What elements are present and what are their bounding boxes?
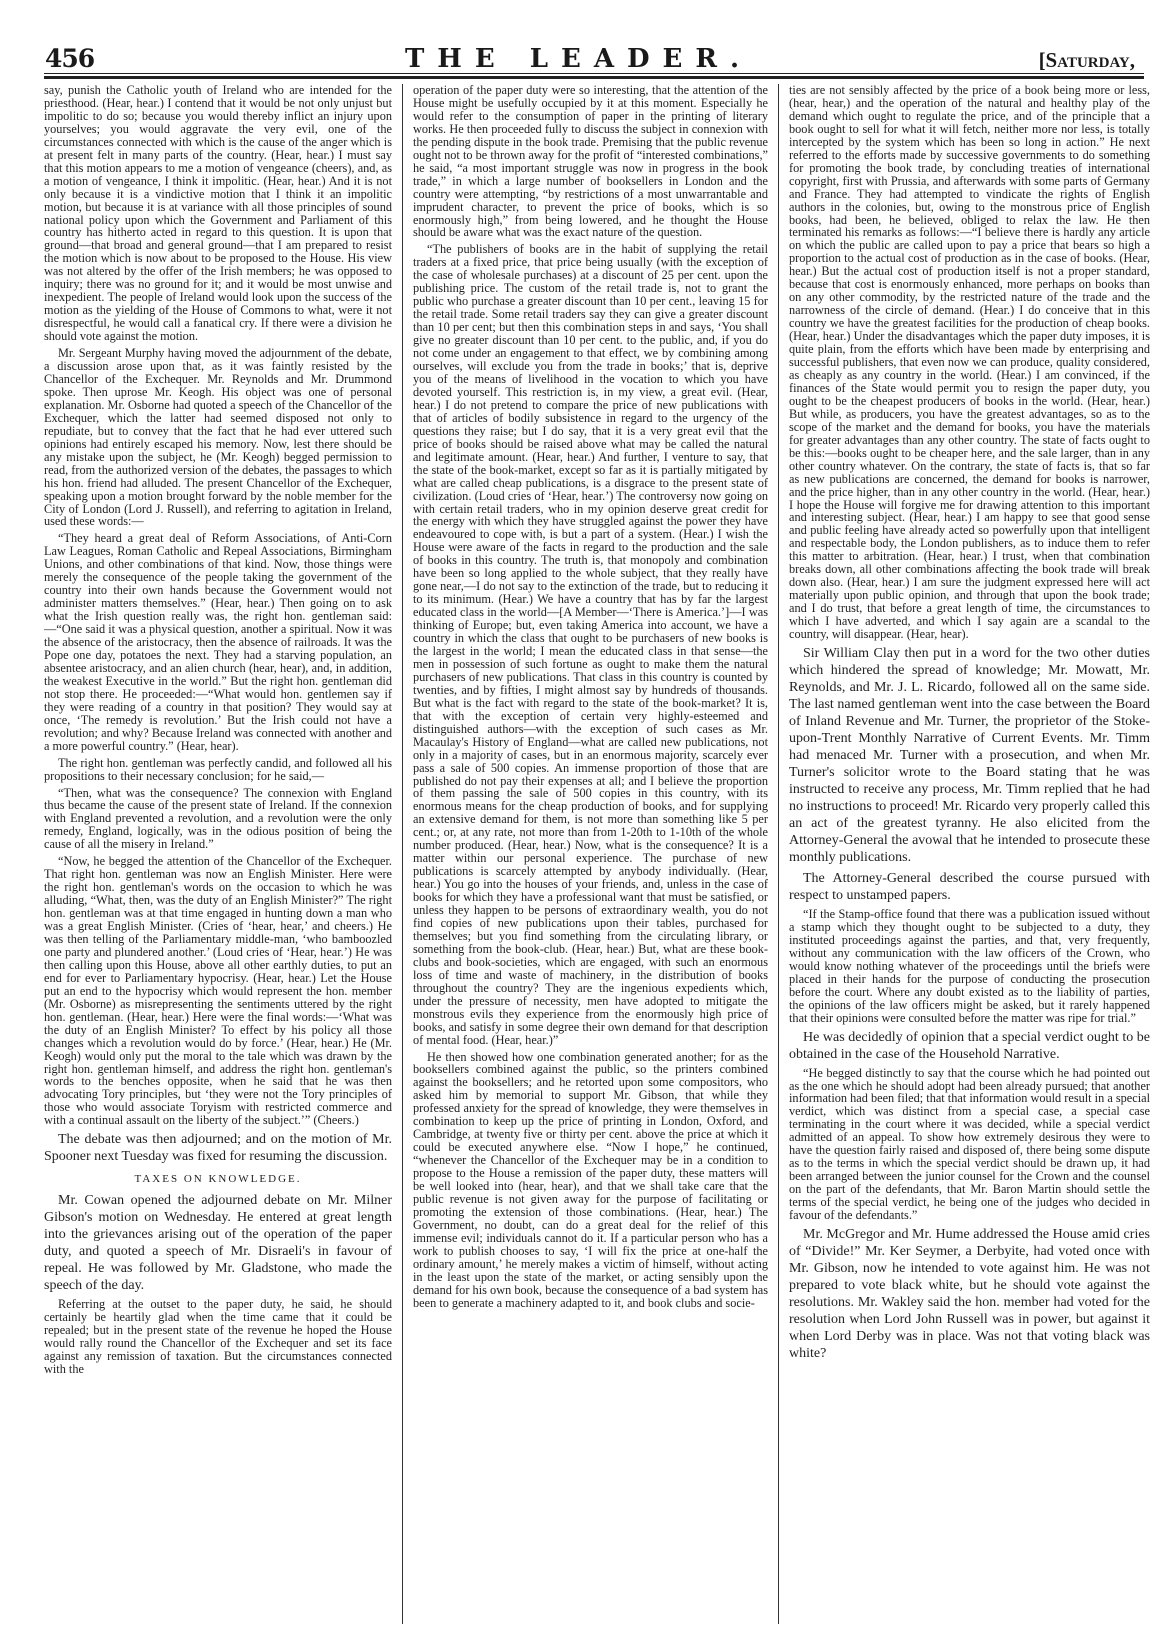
header-rule-thin: [44, 73, 1144, 74]
column-3: [778, 84, 1150, 1624]
paragraph: “The publishers of books are in the habit of supplying the retail traders at a fixed price, that price being usually (with the exception of the case of wholesale purchases) at a discount of 25 per cent. upon the publishing price. The custom of the retail trade is, not to grant the public who purchase a greater discount than 10 per cent., leaving 15 for the retail trade. Some retail traders say they can give a greater discount than 10 per cent; but then this combination steps in and says, ‘You shall give no greater discount than 10 per cent. to the public, and, if you do not come under an engagement to that effect, we by combining among ourselves, will exclude you from the trade in books;’ that is, deprive you of the means of livelihood in the vocation to which you have devoted yourself. This restriction is, in my view, a great evil. (Hear, hear.) I do not pretend to compare the price of new publications with that of articles of bodily subsistence in regard to the urgency of the questions they raise; but I do say, that it is a very great evil that the price of books should be raised above what may be called the natural and legitimate amount. (Hear, hear.) And further, I venture to say, that the state of the book-market, except so far as it is partially mitigated by what are called cheap publications, is a disgrace to the present state of civilization. (Loud cries of ‘Hear, hear.’) The controversy now going on with certain retail traders, who in my opinion deserve great credit for the energy with which they have struggled against the power they have endeavoured to cope with, is but a part of a system. (Hear.) I wish the House were aware of the facts in regard to the production and the sale of books in this country. The truth is, that monopoly and combination have been so long applied to the whole subject, that they really have gone near,—I do not say to the extinction of the trade, but to reducing it to its minimum. (Hear.) We have a country that has by far the largest educated class in the world—[A Member—‘There is America.’]—I was thinking of Europe; but, even taking America into account, we have a country in which the class that ought to be purchasers of new books is the largest in the world; I mean the educated class in that sense—the men in possession of such fortune as ought to make them the natural purchasers of new publications. That class in this country is counted by twenties, and by fifties, I might almost say by hundreds of thousands. But what is the fact with regard to the state of the book-market? It is, that with the exception of certain very highly-esteemed and distinguished authors—with the exception of such cases as Mr. Macaulay's History of England—what are called new publications, not only in a majority of cases, but in an enormous majority, scarcely ever pass a sale of 500 copies. An immense proportion of those that are published do not pay their expenses at all; and I believe the proportion of them passing the sale of 500 copies in this country, with its enormous means for the cheap production of books, and for supplying an extensive demand for them, is not more than something like 5 per cent.; or, at any rate, not more than from 1-20th to 1-10th of the whole number produced. (Hear, hear.) Now, what is the consequence? It is a matter within our personal experience. The purchase of new publications is scarcely attempted by anybody individually. (Hear, hear.) You go into the houses of your friends, and, unless in the case of books for which they have a professional want that must be satisfied, or unless they happen to be persons of extraordinary wealth, you do not find copies of new publications upon their tables, purchased for themselves; but you find something from the circulating library, or something from the book-club. (Hear, hear.) But, what are these book-clubs and book-societies, which are engaged, with such an enormous loss of time and waste of machinery, in the distribution of books throughout the country? They are the ingenious expedients which, under the pressure of necessity, men have adopted to mitigate the monstrous evils they experience from the enormously high price of books, and satisfy in some degree their own demand for that description of mental food. (Hear, hear.)”: [413, 242, 768, 1047]
section-heading-taxes-on-knowledge: TAXES ON KNOWLEDGE.: [134, 1173, 302, 1186]
paragraph: Referring at the outset to the paper duty, he said, he should certainly be heartily glad when the time came that it could be repealed; but in the present state of the revenue he hoped the House would rally round the Chancellor of the Exchequer and set its face against any remission of taxation. But the circumstances connected with the: [44, 1297, 392, 1377]
newspaper-title: THE LEADER.: [404, 44, 753, 74]
paragraph: ties are not sensibly affected by the price of a book being more or less, (hear, hear,) and the operation of the natural and healthy play of the demand which ought to regulate the price, and of the principle that a book ought to sell for what it will fetch, neither more nor less, is totally intercepted by the system which has been so long in action.” He next referred to the efforts made by successive governments to do something for promoting the book trade, by concluding treaties of international copyright, first with Prussia, and afterwards with some parts of Germany and France. They had attempted to vindicate the rights of English authors in the colonies, but, owing to the monstrous price of English books, had been, he believed, obliged to relax the law. He then terminated his remarks as follows:—“I believe there is hardly any article on which the public are called upon to pay a price that bears so high a proportion to the actual cost of production as in the case of books. (Hear, hear.) But the actual cost of production itself is not a proper standard, because that cost is enormously enhanced, more perhaps on books than on any other commodity, by the restricted nature of the trade and the narrowness of the circle of demand. (Hear.) I do conceive that in this country we have the greatest facilities for the production of cheap books. (Hear, hear.) Under the disadvantages which the paper duty imposes, it is quite plain, from the efforts which have been made by enterprising and successful publishers, that even now we can produce, quality considered, as cheaply as any country in the world. (Hear.) I am convinced, if the finances of the State would permit you to resign the paper duty, you ought to be the cheapest producers of books in the world. (Hear, hear.) But while, as producers, you have the greatest advantages, so as to the scope of the market and the demand for books, you have the materials for greater advantages than any other country. The state of facts ought to be this:—books ought to be cheaper here, and the sale larger, than in any other country whatever. On the contrary, the state of facts is, that so far as new publications are concerned, the demand for books is narrower, and the price higher, than in any other country in the world. (Hear, hear.) I hope the House will forgive me for drawing attention to this important and interesting subject. (Hear, hear.) I am happy to see that good sense and public feeling have already acted so powerfully upon that intelligent and respectable body, the London publishers, as to induce them to refer this matter to arbitration. (Hear, hear.) I trust, when that combination breaks down, all other combinations affecting the book trade will break down also. (Hear, hear.) I am sure the judgment expressed here will act materially upon public opinion, and through that upon the book trade; and I do trust, that before a great length of time, the circumstances to which I have adverted, and which I say again are a scandal to the country, will disappear. (Hear, hear).: [789, 83, 1150, 642]
paragraph: He was decidedly of opinion that a special verdict ought to be obtained in the case of the Household Narrative.: [789, 1029, 1150, 1062]
paragraph: Mr. McGregor and Mr. Hume addressed the House amid cries of “Divide!” Mr. Ker Seymer, a Derbyite, had voted once with Mr. Gibson, now he intended to vote against him. He was not prepared to vote black white, but he should vote against the resolutions. Mr. Wakley said the hon. member had voted for the resolution when Lord John Russell was in power, but against it when Lord Derby was in place. Was not that voting black was white?: [789, 1227, 1150, 1361]
paragraph: Mr. Sergeant Murphy having moved the adjournment of the debate, a discussion arose upon that, as it was faintly resisted by the Chancellor of the Exchequer. Mr. Reynolds and Mr. Drummond spoke. Then uprose Mr. Keogh. His object was one of personal explanation. Mr. Osborne had quoted a speech of the Chancellor of the Exchequer, which the latter had seemed disposed not only to repudiate, but to convey that the fact that he had ever uttered such opinions had entirely escaped his memory. Now, lest there should be any mistake upon the subject, he (Mr. Keogh) begged permission to read, from the authorized version of the debates, the passages to which his hon. friend had alluded. The present Chancellor of the Exchequer, speaking upon a motion brought forward by the noble member for the City of London (Lord J. Russell), and referring to agitation in Ireland, used these words:—: [44, 346, 392, 529]
paragraph: say, punish the Catholic youth of Ireland who are intended for the priesthood. (Hear, hear.) I contend that it would be not only unjust but impolitic to do so; because you would thereby inflict an injury upon yourselves; you would aggravate the very evil, one of the circumstances connected with which is the cause of the anger which is at present felt in many parts of the country. (Hear, hear.) I must say that this motion appears to me a motion of vengeance (cheers), and, as a motion of vengeance, I think it impolitic. (Hear, hear.) And it is not only because it is a vindictive motion that I think it an impolitic motion, but because it is at variance with all those principles of sound national policy upon which the Government and Parliament of this country has hitherto acted in regard to this question. It is upon that ground—that broad and general ground—that I am prepared to resist the motion which is now about to be proposed to the House. His view was not altered by the offer of the Irish members; he was opposed to inquiry; there was no ground for it; and it would be most unwise and inexpedient. The people of Ireland would look upon the success of the motion as the yielding of the House of Commons to what, were it not disrespectful, he would call a fanatical cry. If there were a division he should vote against the motion.: [44, 83, 392, 344]
paragraph: “They heard a great deal of Reform Associations, of Anti-Corn Law Leagues, Roman Catholic and Repeal Associations, Birmingham Unions, and other combinations of that kind. Now, those things were merely the consequence of the people taking the government of the country into their own hands because the Government would not administer matters themselves.” (Hear, hear.) Then going on to ask what the Irish question really was, the right hon. gentleman said:—“One said it was a physical question, another a spiritual. Now it was the absence of the aristocracy, then the absence of railroads. It was the Pope one day, potatoes the next. They had a starving population, an absentee aristocracy, and an alien church (hear, hear), and, in addition, the weakest Executive in the world.” But the right hon. gentleman did not stop there. He proceeded:—“What would hon. gentlemen say if they were reading of a country in that position? They would say at once, ‘The remedy is revolution.’ But the Irish could not have a revolution; and why? Because Ireland was connected with another and a more powerful country.” (Hear, hear).: [44, 531, 392, 753]
header-rule-thick: [44, 76, 1144, 79]
paragraph: “If the Stamp-office found that there was a publication issued without a stamp which they thought ought to be subjected to a duty, they instituted proceedings against the parties, and that, very frequently, without any communication with the law officers of the Crown, who would know nothing whatever of the proceedings until the briefs were placed in their hands for the purpose of conducting the prosecution before the court. Where any doubt existed as to the liability of parties, the opinions of the law officers might be asked, but it rarely happened that their opinions were consulted before the matter was ripe for trial.”: [789, 906, 1150, 1025]
column-1: [44, 84, 402, 1624]
paragraph: operation of the paper duty were so interesting, that the attention of the House might be usefully occupied by it at this moment. Especially he would refer to the consumption of paper in the printing of literary works. He then proceeded fully to discuss the subject in connexion with the pending dispute in the book trade. Premising that the public revenue ought not to be thrown away for the profit of “interested combinations,” he said, “a most important struggle was now in progress in the book trade,” in which a large number of booksellers in London and the country were attempting, “by restrictions of a most unwarrantable and imprudent character, to prevent the price of books, which is so enormously high,” from being lowered, and he thought the House should be aware what was the exact nature of the question.: [413, 83, 768, 240]
column-2: [402, 84, 778, 1624]
paragraph: The Attorney-General described the course pursued with respect to unstamped papers.: [789, 870, 1150, 903]
paragraph: Sir William Clay then put in a word for the two other duties which hindered the spread of knowledge; Mr. Mowatt, Mr. Reynolds, and Mr. J. L. Ricardo, followed all on the same side. The last named gentleman went into the case between the Board of Inland Revenue and Mr. Turner, the proprietor of the Stoke-upon-Trent Monthly Narrative of Current Events. Mr. Timm had menaced Mr. Turner with a prosecution, and when Mr. Turner's solicitor wrote to the Board stating that he was instructed to receive any process, Mr. Timm replied that he had no instructions to proceed! Mr. Ricardo very properly called this an act of the greatest tyranny. He also elicited from the Attorney-General the avowal that he intended to prosecute these monthly publications.: [789, 645, 1150, 865]
article-columns: [44, 84, 1150, 1624]
page-number: 456: [45, 44, 95, 73]
paragraph: Mr. Cowan opened the adjourned debate on Mr. Milner Gibson's motion on Wednesday. He entered at great length into the grievances arising out of the operation of the paper duty, and quoted a speech of Mr. Disraeli's in favour of repeal. He was followed by Mr. Gladstone, who made the speech of the day.: [44, 1193, 392, 1294]
date-fragment: [Saturday,: [1038, 48, 1135, 72]
masthead: [0, 40, 1157, 80]
paragraph: The right hon. gentleman was perfectly candid, and followed all his propositions to their necessary conclusion; for he said,—: [44, 755, 392, 783]
paragraph: He then showed how one combination generated another; for as the booksellers combined against the public, so the printers combined against the booksellers; and he retorted upon some compositors, who asked him by memorial to support Mr. Gibson, that while they professed anxiety for the spread of knowledge, they were themselves in combination to keep up the price of printing in London, Oxford, and Cambridge, at twenty five or thirty per cent. above the price at which it could be executed anywhere else. “Now I hope,” he continued, “whenever the Chancellor of the Exchequer may be in a condition to propose to the House a remission of the paper duty, these matters will be well looked into (hear, hear), and that we shall take care that the public revenue is not given away for the purpose of facilitating or promoting the extension of those combinations. (Hear, hear.) The Government, no doubt, can do a great deal for the relief of this immense evil; individuals cannot do it. If a particular person who has a work to publish chooses to say, ‘I will fix the price at one-half the ordinary amount,’ he merely makes a victim of himself, without acting in the least upon the state of the market, or acting sensibly upon the demand for his own book, because the consequence of a bad system has been to generate a machinery adapted to it, and book clubs and socie-: [413, 1049, 768, 1310]
paragraph: The debate was then adjourned; and on the motion of Mr. Spooner next Tuesday was fixed for resuming the discussion.: [44, 1132, 392, 1165]
paragraph: “He begged distinctly to say that the course which he had pointed out as the one which he should adopt had been already pursued; that another information had been filed; that that information would result in a special verdict, which was distinct from a special case, a special case terminating in the court where it was decided, while a special verdict admitted of an appeal. To show how extremely desirous they were to have the question fairly raised and disposed of, there being some dispute as to the terms in which the special verdict should be drawn up, it had been arranged between the junior counsel for the Crown and the counsel on the part of the defendants, that Mr. Baron Martin should settle the terms of the special verdict, he being one of the judges who decided in favour of the defendants.”: [789, 1065, 1150, 1223]
paragraph: “Now, he begged the attention of the Chancellor of the Exchequer. That right hon. gentleman was now an English Minister. Here were the right hon. gentleman's words on the occasion to which he was alluding, “What, then, was the duty of an English Minister?” The right hon. gentleman was at that time engaged in hunting down a man who was a great English Minister. (Cries of ‘hear, hear,’ and cheers.) He was then telling of the Parliamentary middle-man, ‘who bamboozled one party and plundered another.’ (Loud cries of ‘Hear, hear.’) He was then calling upon this House, above all other earthly duties, to put an end for ever to Parliamentary hypocrisy. (Hear, hear.) Let the House put an end to the hypocrisy which would represent the hon. member (Mr. Osborne) as misrepresenting the sentiments uttered by the right hon. gentleman. (Hear, hear.) Here were the final words:—‘What was the duty of an English Minister? To effect by his policy all those changes which a revolution would do by force.’ (Hear, hear.) He (Mr. Keogh) would only put the moral to the tale which was drawn by the right hon. gentleman himself, and address the right hon. gentleman's words to the benches opposite, when he said that he was then advocating Tory principles, but ‘they were not the Tory principles of those who would associate Toryism with restricted commerce and with a continual assault on the liberty of the subject.’” (Cheers.): [44, 854, 392, 1128]
paragraph: “Then, what was the consequence? The connexion with England thus became the cause of the present state of Ireland. If the connexion with England prevented a revolution, and a revolution were the only remedy, England, logically, was in the odious position of being the cause of all the misery in Ireland.”: [44, 785, 392, 852]
